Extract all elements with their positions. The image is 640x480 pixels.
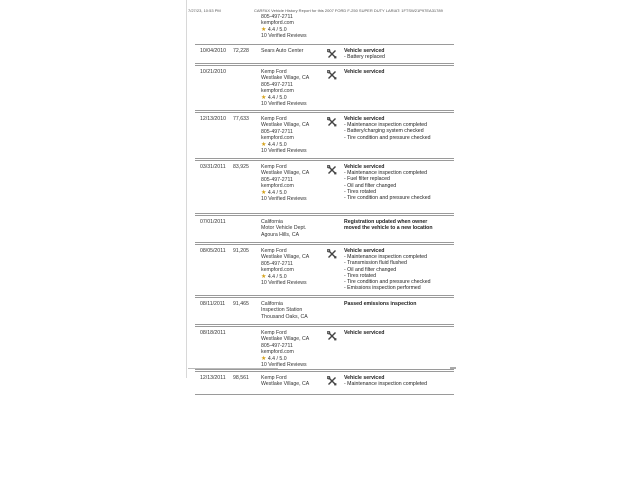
source-line: Inspection Station bbox=[261, 307, 303, 314]
event-title: Vehicle serviced bbox=[344, 48, 385, 54]
event-detail: - Tire condition and pressure checked bbox=[344, 279, 431, 286]
history-record-row bbox=[195, 44, 454, 64]
source-line: 805-497-2711 bbox=[261, 342, 293, 349]
star-icon: ★ bbox=[261, 141, 267, 148]
record-mileage: 91,205 bbox=[233, 248, 249, 254]
event-title: Vehicle serviced bbox=[344, 164, 385, 170]
source-rating: ★ 4.4 / 5.0 bbox=[261, 189, 287, 196]
history-record-row bbox=[195, 160, 454, 214]
record-mileage: 72,228 bbox=[233, 48, 249, 54]
report-title: CARFAX Vehicle History Report for this 2007 FORD F-250 SUPER DUTY LARIAT: 1FTSW21P97EA31789 bbox=[254, 8, 443, 13]
source-line: kempford.com bbox=[261, 267, 294, 274]
source-rating: ★ 4.4 / 5.0 bbox=[261, 94, 287, 101]
event-detail: - Tires rotated bbox=[344, 188, 377, 195]
record-date: 10/21/2010 bbox=[200, 69, 226, 75]
event-title: Vehicle serviced bbox=[344, 330, 385, 336]
wrench-screwdriver-icon bbox=[327, 117, 337, 127]
event-detail: - Maintenance inspection completed bbox=[344, 381, 428, 388]
event-detail: - Tires rotated bbox=[344, 272, 377, 279]
footer-page-number bbox=[450, 367, 456, 369]
history-record-row bbox=[195, 297, 454, 325]
record-source bbox=[261, 69, 309, 107]
record-mileage: 98,561 bbox=[233, 375, 249, 381]
wrench-screwdriver-icon bbox=[327, 49, 337, 59]
event-detail: - Maintenance inspection completed bbox=[344, 122, 428, 129]
wrench-screwdriver-icon bbox=[327, 331, 337, 341]
record-date: 12/13/2010 bbox=[200, 116, 226, 122]
source-rating: ★ 4.4 / 5.0 bbox=[261, 26, 287, 33]
history-record-row bbox=[195, 65, 454, 111]
record-mileage: 77,633 bbox=[233, 116, 249, 122]
source-line: Westlake Village, CA bbox=[261, 122, 310, 129]
wrench-screwdriver-icon bbox=[327, 70, 337, 80]
record-date: 08/11/2011 bbox=[200, 301, 226, 307]
star-icon: ★ bbox=[261, 189, 267, 196]
record-source bbox=[261, 248, 309, 286]
source-line: 805-497-2711 bbox=[261, 176, 293, 183]
star-icon: ★ bbox=[261, 26, 267, 33]
record-source bbox=[261, 48, 303, 54]
source-rating: ★ 4.4 / 5.0 bbox=[261, 355, 287, 362]
source-reviews: 10 Verified Reviews bbox=[261, 148, 307, 155]
star-icon: ★ bbox=[261, 94, 267, 101]
history-record-row bbox=[195, 371, 454, 395]
record-event bbox=[344, 330, 384, 336]
continued-source-block bbox=[261, 14, 307, 40]
source-line: 805-497-2711 bbox=[261, 128, 293, 135]
event-title: Registration updated when owner moved the vehicle to a new location bbox=[344, 219, 433, 232]
event-detail: - Maintenance inspection completed bbox=[344, 170, 428, 177]
record-event bbox=[344, 375, 427, 387]
record-event bbox=[344, 164, 431, 201]
record-source bbox=[261, 301, 308, 320]
event-detail: - Transmission fluid flushed bbox=[344, 260, 407, 267]
source-reviews: 10 Verified Reviews bbox=[261, 362, 307, 369]
record-date: 08/18/2011 bbox=[200, 330, 226, 336]
event-detail: - Emissions inspection performed bbox=[344, 285, 421, 292]
event-detail: - Oil and filter changed bbox=[344, 182, 397, 189]
record-mileage: 83,925 bbox=[233, 164, 249, 170]
source-line: Westlake Village, CA bbox=[261, 75, 310, 82]
source-line: 805-497-2711 bbox=[261, 81, 293, 88]
source-line: kempford.com bbox=[261, 88, 294, 95]
source-line: Westlake Village, CA bbox=[261, 254, 310, 261]
event-title: Vehicle serviced bbox=[344, 248, 385, 254]
record-event bbox=[344, 48, 385, 60]
source-line: Westlake Village, CA bbox=[261, 381, 310, 388]
record-source bbox=[261, 164, 309, 202]
source-line: Kemp Ford bbox=[261, 69, 287, 75]
source-phone: 805-497-2711 bbox=[261, 14, 293, 20]
record-date: 03/31/2011 bbox=[200, 164, 226, 170]
source-line: kempford.com bbox=[261, 349, 294, 356]
record-date: 10/04/2010 bbox=[200, 48, 226, 54]
event-title: Vehicle serviced bbox=[344, 375, 385, 381]
source-reviews: 10 Verified Reviews bbox=[261, 280, 307, 287]
page-footer bbox=[188, 368, 458, 371]
source-line: Thousand Oaks, CA bbox=[261, 313, 308, 320]
history-record-row bbox=[195, 244, 454, 296]
source-line: 805-497-2711 bbox=[261, 260, 293, 267]
source-reviews: 10 Verified Reviews bbox=[261, 33, 307, 40]
event-title: Vehicle serviced bbox=[344, 116, 385, 122]
source-line: Westlake Village, CA bbox=[261, 170, 310, 177]
record-date: 07/01/2011 bbox=[200, 219, 226, 225]
source-line: California bbox=[261, 301, 283, 307]
record-event bbox=[344, 301, 444, 307]
event-title: Passed emissions inspection bbox=[344, 301, 417, 307]
record-mileage: 91,465 bbox=[233, 301, 249, 307]
star-icon: ★ bbox=[261, 355, 267, 362]
event-detail: - Battery replaced bbox=[344, 54, 385, 61]
footer-url-line bbox=[188, 368, 278, 369]
event-detail: - Fuel filter replaced bbox=[344, 176, 390, 183]
event-detail: - Oil and filter changed bbox=[344, 266, 397, 273]
record-event bbox=[344, 116, 431, 141]
event-detail: - Maintenance inspection completed bbox=[344, 254, 428, 261]
source-line: California bbox=[261, 219, 283, 225]
source-line: Kemp Ford bbox=[261, 330, 287, 336]
star-icon: ★ bbox=[261, 273, 267, 280]
source-reviews: 10 Verified Reviews bbox=[261, 196, 307, 203]
source-line: Westlake Village, CA bbox=[261, 336, 310, 343]
history-record-row bbox=[195, 326, 454, 370]
history-record-row bbox=[195, 112, 454, 159]
source-rating: ★ 4.4 / 5.0 bbox=[261, 273, 287, 280]
source-reviews: 10 Verified Reviews bbox=[261, 101, 307, 108]
record-source bbox=[261, 116, 309, 154]
event-detail: - Tire condition and pressure checked bbox=[344, 195, 431, 202]
record-date: 12/13/2011 bbox=[200, 375, 226, 381]
source-line: Kemp Ford bbox=[261, 164, 287, 170]
source-line: Motor Vehicle Dept. bbox=[261, 225, 307, 232]
record-source bbox=[261, 375, 309, 388]
wrench-screwdriver-icon bbox=[327, 249, 337, 259]
source-line: Sears Auto Center bbox=[261, 48, 304, 54]
wrench-screwdriver-icon bbox=[327, 165, 337, 175]
history-record-row bbox=[195, 215, 454, 243]
source-rating: ★ 4.4 / 5.0 bbox=[261, 141, 287, 148]
source-website: kempford.com bbox=[261, 20, 294, 27]
print-timestamp: 7/27/23, 10:53 PM bbox=[188, 8, 221, 13]
source-line: Kemp Ford bbox=[261, 116, 287, 122]
wrench-screwdriver-icon bbox=[327, 376, 337, 386]
source-line: Agoura Hills, CA bbox=[261, 231, 300, 238]
event-detail: - Tire condition and pressure checked bbox=[344, 134, 431, 141]
source-line: Kemp Ford bbox=[261, 248, 287, 254]
paper-edge bbox=[186, 0, 187, 378]
record-event bbox=[344, 219, 444, 231]
source-line: kempford.com bbox=[261, 183, 294, 190]
record-date: 08/05/2011 bbox=[200, 248, 226, 254]
record-event bbox=[344, 248, 431, 291]
history-records-table bbox=[195, 44, 454, 396]
record-event bbox=[344, 69, 384, 75]
event-detail: - Battery/charging system checked bbox=[344, 128, 424, 135]
source-line: Kemp Ford bbox=[261, 375, 287, 381]
source-line: kempford.com bbox=[261, 135, 294, 142]
event-title: Vehicle serviced bbox=[344, 69, 385, 75]
record-source bbox=[261, 219, 306, 238]
record-source bbox=[261, 330, 309, 368]
